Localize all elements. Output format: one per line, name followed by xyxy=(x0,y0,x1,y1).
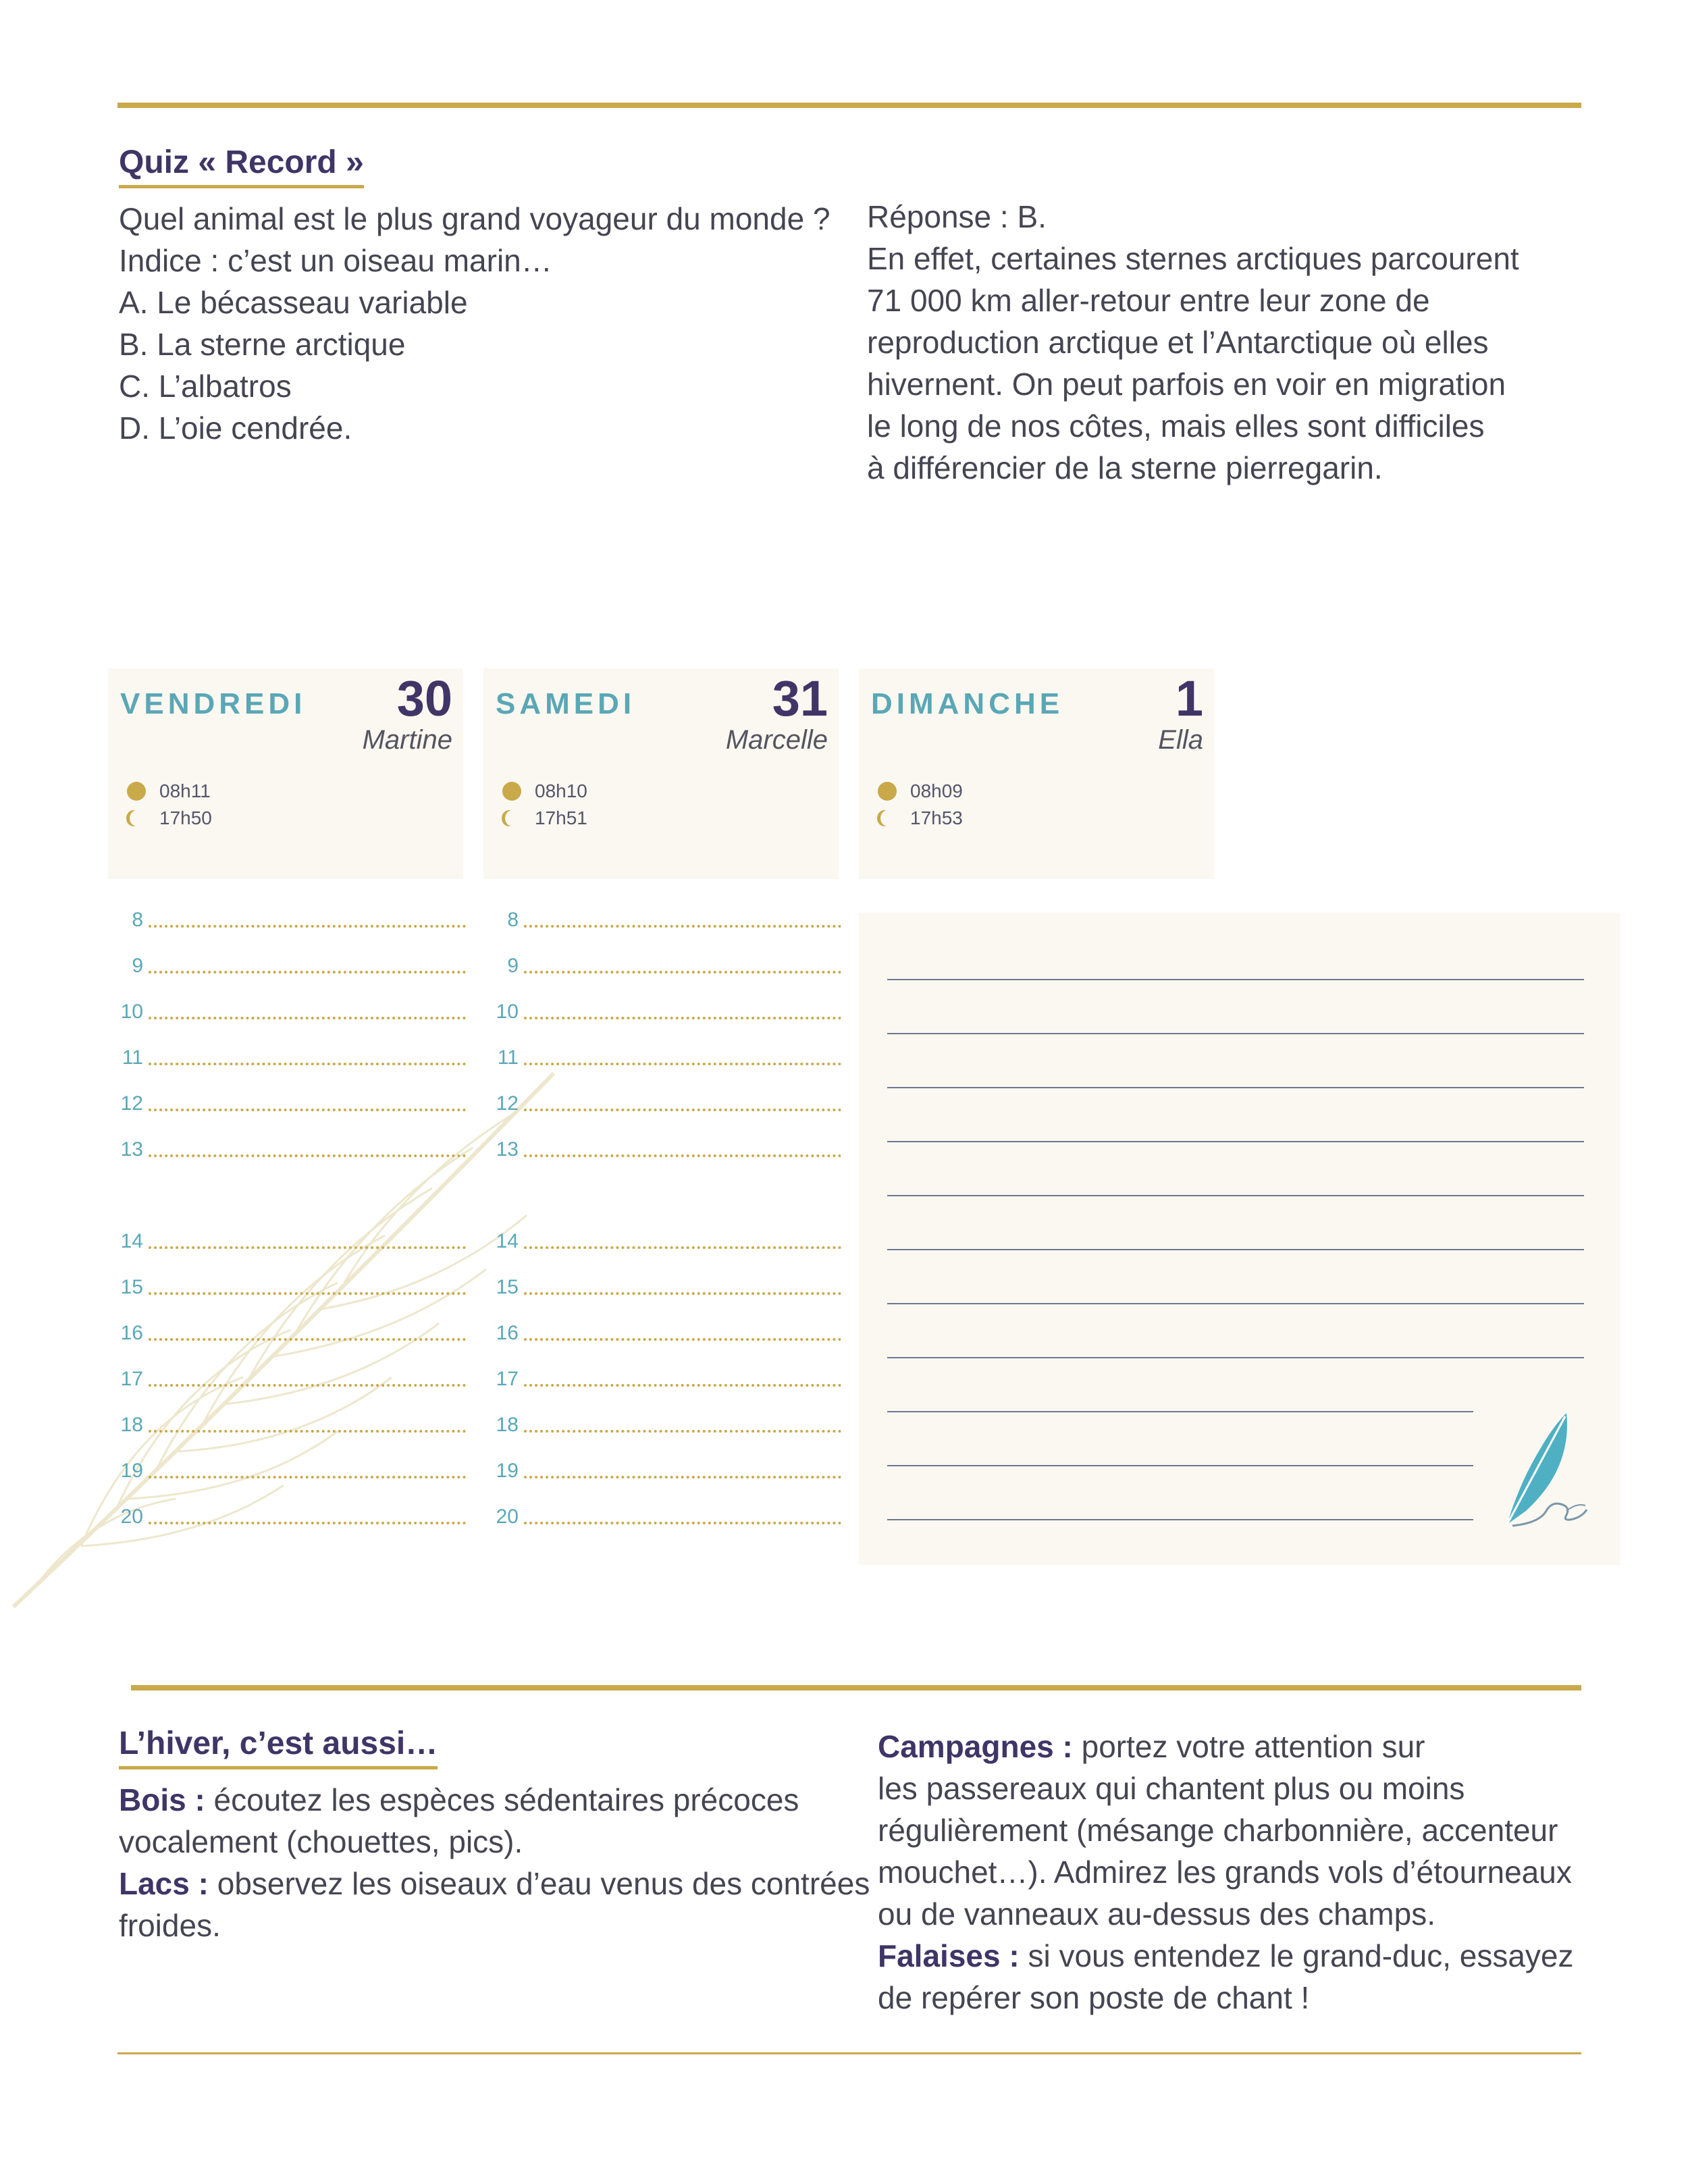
bois-line-2: vocalement (chouettes, pics). xyxy=(119,1824,523,1859)
campagnes-line-5: ou de vanneaux au-dessus des champs. xyxy=(878,1896,1435,1932)
hour-slot[interactable] xyxy=(490,1272,841,1299)
hour-slot[interactable] xyxy=(115,1134,466,1161)
hour-label: 10 xyxy=(120,1001,143,1023)
hour-slot[interactable] xyxy=(490,996,841,1023)
writing-line xyxy=(149,1063,466,1065)
quiz-answer-block xyxy=(867,196,1610,489)
lacs-line-2: froides. xyxy=(119,1908,221,1943)
hour-label: 16 xyxy=(496,1322,519,1344)
saint-name: Marcelle xyxy=(725,725,828,755)
note-line xyxy=(887,979,1584,980)
moon-icon xyxy=(878,809,897,828)
note-line xyxy=(887,1195,1584,1196)
sunset-row xyxy=(878,807,963,829)
campagnes-line-2: les passereaux qui chantent plus ou moins xyxy=(878,1771,1465,1806)
hour-label: 20 xyxy=(120,1506,143,1528)
writing-line xyxy=(149,1384,466,1387)
hour-label: 12 xyxy=(496,1092,519,1115)
hour-slot[interactable] xyxy=(115,1088,466,1115)
writing-line xyxy=(524,1063,841,1065)
hour-label: 13 xyxy=(120,1138,143,1161)
hour-label: 19 xyxy=(496,1460,519,1482)
moon-icon xyxy=(127,809,146,828)
winter-right-block xyxy=(878,1726,1620,2019)
quiz-hint-line: Indice : c’est un oiseau marin… xyxy=(119,243,552,278)
hour-label: 16 xyxy=(120,1322,143,1344)
lacs-line xyxy=(119,1863,870,1905)
quiz-question-line: Quel animal est le plus grand voyageur du monde ? xyxy=(119,201,830,236)
writing-line xyxy=(524,1154,841,1157)
writing-line xyxy=(524,1522,841,1524)
hour-label: 8 xyxy=(507,909,519,931)
day-number: 30 xyxy=(396,670,452,726)
writing-line xyxy=(524,971,841,974)
campagnes-text: portez votre attention sur xyxy=(1072,1729,1425,1764)
writing-line xyxy=(524,925,841,928)
hour-slot[interactable] xyxy=(115,1456,466,1483)
writing-line xyxy=(149,925,466,928)
sun-icon xyxy=(127,782,146,801)
bottom-divider xyxy=(117,2052,1581,2054)
writing-line xyxy=(149,1109,466,1111)
bois-label: Bois : xyxy=(119,1782,205,1817)
writing-line xyxy=(149,1154,466,1157)
falaises-line-2: de repérer son poste de chant ! xyxy=(878,1980,1310,2015)
hour-slot[interactable] xyxy=(490,1134,841,1161)
falaises-label: Falaises : xyxy=(878,1938,1020,1973)
campagnes-label: Campagnes : xyxy=(878,1729,1073,1764)
hour-slot[interactable] xyxy=(115,1226,466,1253)
day-name: SAMEDI xyxy=(496,687,636,720)
lacs-label: Lacs : xyxy=(119,1866,209,1901)
hour-slot[interactable] xyxy=(115,905,466,932)
hour-slot[interactable] xyxy=(115,951,466,978)
quiz-answer-line: le long de nos côtes, mais elles sont difficiles xyxy=(867,408,1485,444)
hour-label: 14 xyxy=(496,1230,519,1252)
hour-slot[interactable] xyxy=(115,1272,466,1299)
writing-line xyxy=(149,1292,466,1295)
note-line xyxy=(887,1303,1584,1304)
hour-label: 9 xyxy=(507,955,519,977)
hour-label: 11 xyxy=(497,1046,519,1069)
hour-label: 15 xyxy=(120,1276,143,1298)
quiz-answer-line: 71 000 km aller-retour entre leur zone de xyxy=(867,283,1430,318)
hour-label: 8 xyxy=(132,909,143,931)
note-line xyxy=(887,1357,1584,1358)
hour-label: 18 xyxy=(496,1414,519,1436)
quiz-option-b: B. La sterne arctique xyxy=(119,327,406,362)
hour-label: 17 xyxy=(120,1368,143,1390)
saint-name: Ella xyxy=(1158,725,1203,755)
hour-slot[interactable] xyxy=(490,1456,841,1483)
sunrise-time: 08h09 xyxy=(910,780,963,801)
feather-quill-icon xyxy=(1499,1410,1600,1531)
note-line xyxy=(887,1141,1584,1142)
quiz-answer-line: En effet, certaines sternes arctiques parcourent xyxy=(867,241,1519,276)
sun-icon xyxy=(502,782,521,801)
note-line xyxy=(887,1087,1584,1088)
hour-label: 19 xyxy=(120,1460,143,1482)
hour-label: 20 xyxy=(496,1506,519,1528)
moon-icon xyxy=(502,809,521,828)
hour-label: 9 xyxy=(132,955,143,977)
writing-line xyxy=(149,1476,466,1479)
hour-label: 13 xyxy=(496,1138,519,1161)
campagnes-line xyxy=(878,1726,1620,1767)
writing-line xyxy=(524,1430,841,1433)
campagnes-line-3: régulièrement (mésange charbonnière, accenteur xyxy=(878,1813,1558,1848)
day-number: 31 xyxy=(772,670,828,726)
hour-label: 14 xyxy=(120,1230,143,1252)
note-line xyxy=(887,1519,1473,1520)
writing-line xyxy=(524,1476,841,1479)
sunrise-row xyxy=(878,780,963,802)
hour-slot[interactable] xyxy=(115,1410,466,1437)
day-card-friday xyxy=(108,668,463,879)
note-line xyxy=(887,1411,1473,1412)
writing-line xyxy=(524,1338,841,1341)
sunrise-row xyxy=(502,780,587,802)
quiz-answer-line: à différencier de la sterne pierregarin. xyxy=(867,450,1383,485)
sunset-time: 17h50 xyxy=(159,807,212,828)
hour-slot[interactable] xyxy=(115,1501,466,1528)
sun-icon xyxy=(878,782,897,801)
bois-line xyxy=(119,1779,862,1821)
note-line xyxy=(887,1249,1584,1250)
quiz-option-c: C. L’albatros xyxy=(119,369,292,404)
day-number: 1 xyxy=(1175,670,1203,726)
saint-name: Martine xyxy=(362,725,452,755)
writing-line xyxy=(524,1109,841,1111)
hour-slot[interactable] xyxy=(115,1364,466,1391)
day-name: DIMANCHE xyxy=(871,687,1064,720)
sunset-row xyxy=(127,807,212,829)
note-line xyxy=(887,1465,1473,1466)
quiz-title: Quiz « Record » xyxy=(119,142,364,188)
day-card-saturday xyxy=(483,668,839,879)
hour-slot[interactable] xyxy=(490,905,841,932)
hour-label: 15 xyxy=(496,1276,519,1298)
lacs-text: observez les oiseaux d’eau venus des contrées xyxy=(208,1866,870,1901)
hour-slot[interactable] xyxy=(490,1042,841,1069)
writing-line xyxy=(524,1017,841,1019)
top-divider xyxy=(117,103,1581,108)
quiz-option-d: D. L’oie cendrée. xyxy=(119,410,352,446)
winter-title: L’hiver, c’est aussi… xyxy=(119,1723,438,1769)
writing-line xyxy=(149,971,466,974)
hour-slot[interactable] xyxy=(490,1318,841,1345)
hour-slot[interactable] xyxy=(490,1088,841,1115)
hour-slot[interactable] xyxy=(490,1226,841,1253)
quiz-option-a: A. Le bécasseau variable xyxy=(119,285,468,320)
bois-text: écoutez les espèces sédentaires précoces xyxy=(205,1782,799,1817)
writing-line xyxy=(149,1522,466,1524)
quiz-answer-line: hivernent. On peut parfois en voir en migration xyxy=(867,367,1506,402)
campagnes-line-4: mouchet…). Admirez les grands vols d’étourneaux xyxy=(878,1855,1572,1890)
sunrise-time: 08h10 xyxy=(535,780,587,801)
hour-label: 11 xyxy=(122,1046,143,1069)
hour-slot[interactable] xyxy=(115,996,466,1023)
quiz-answer-line: Réponse : B. xyxy=(867,199,1047,234)
hour-slot[interactable] xyxy=(115,1042,466,1069)
sunset-row xyxy=(502,807,587,829)
note-line xyxy=(887,1033,1584,1034)
writing-line xyxy=(149,1246,466,1249)
sunrise-row xyxy=(127,780,211,802)
hour-slot[interactable] xyxy=(490,1410,841,1437)
winter-left-block xyxy=(119,1723,870,1946)
quiz-answer-line: reproduction arctique et l’Antarctique où elles xyxy=(867,325,1489,360)
hour-slot[interactable] xyxy=(115,1318,466,1345)
sunrise-time: 08h11 xyxy=(159,780,211,801)
hour-label: 12 xyxy=(120,1092,143,1115)
day-name: VENDREDI xyxy=(120,687,307,720)
falaises-line xyxy=(878,1935,1620,1977)
day-card-sunday xyxy=(859,668,1214,879)
hour-slot[interactable] xyxy=(490,1364,841,1391)
sunset-time: 17h51 xyxy=(535,807,587,828)
falaises-text: si vous entendez le grand-duc, essayez xyxy=(1019,1938,1574,1973)
hour-label: 10 xyxy=(496,1001,519,1023)
writing-line xyxy=(524,1384,841,1387)
writing-line xyxy=(149,1338,466,1341)
writing-line xyxy=(149,1017,466,1019)
hour-label: 18 xyxy=(120,1414,143,1436)
quiz-question-block xyxy=(119,142,862,449)
writing-line xyxy=(524,1292,841,1295)
sunset-time: 17h53 xyxy=(910,807,963,828)
hour-slot[interactable] xyxy=(490,951,841,978)
hour-slot[interactable] xyxy=(490,1501,841,1528)
writing-line xyxy=(524,1246,841,1249)
writing-line xyxy=(149,1430,466,1433)
section-divider xyxy=(131,1685,1581,1690)
hour-label: 17 xyxy=(496,1368,519,1390)
